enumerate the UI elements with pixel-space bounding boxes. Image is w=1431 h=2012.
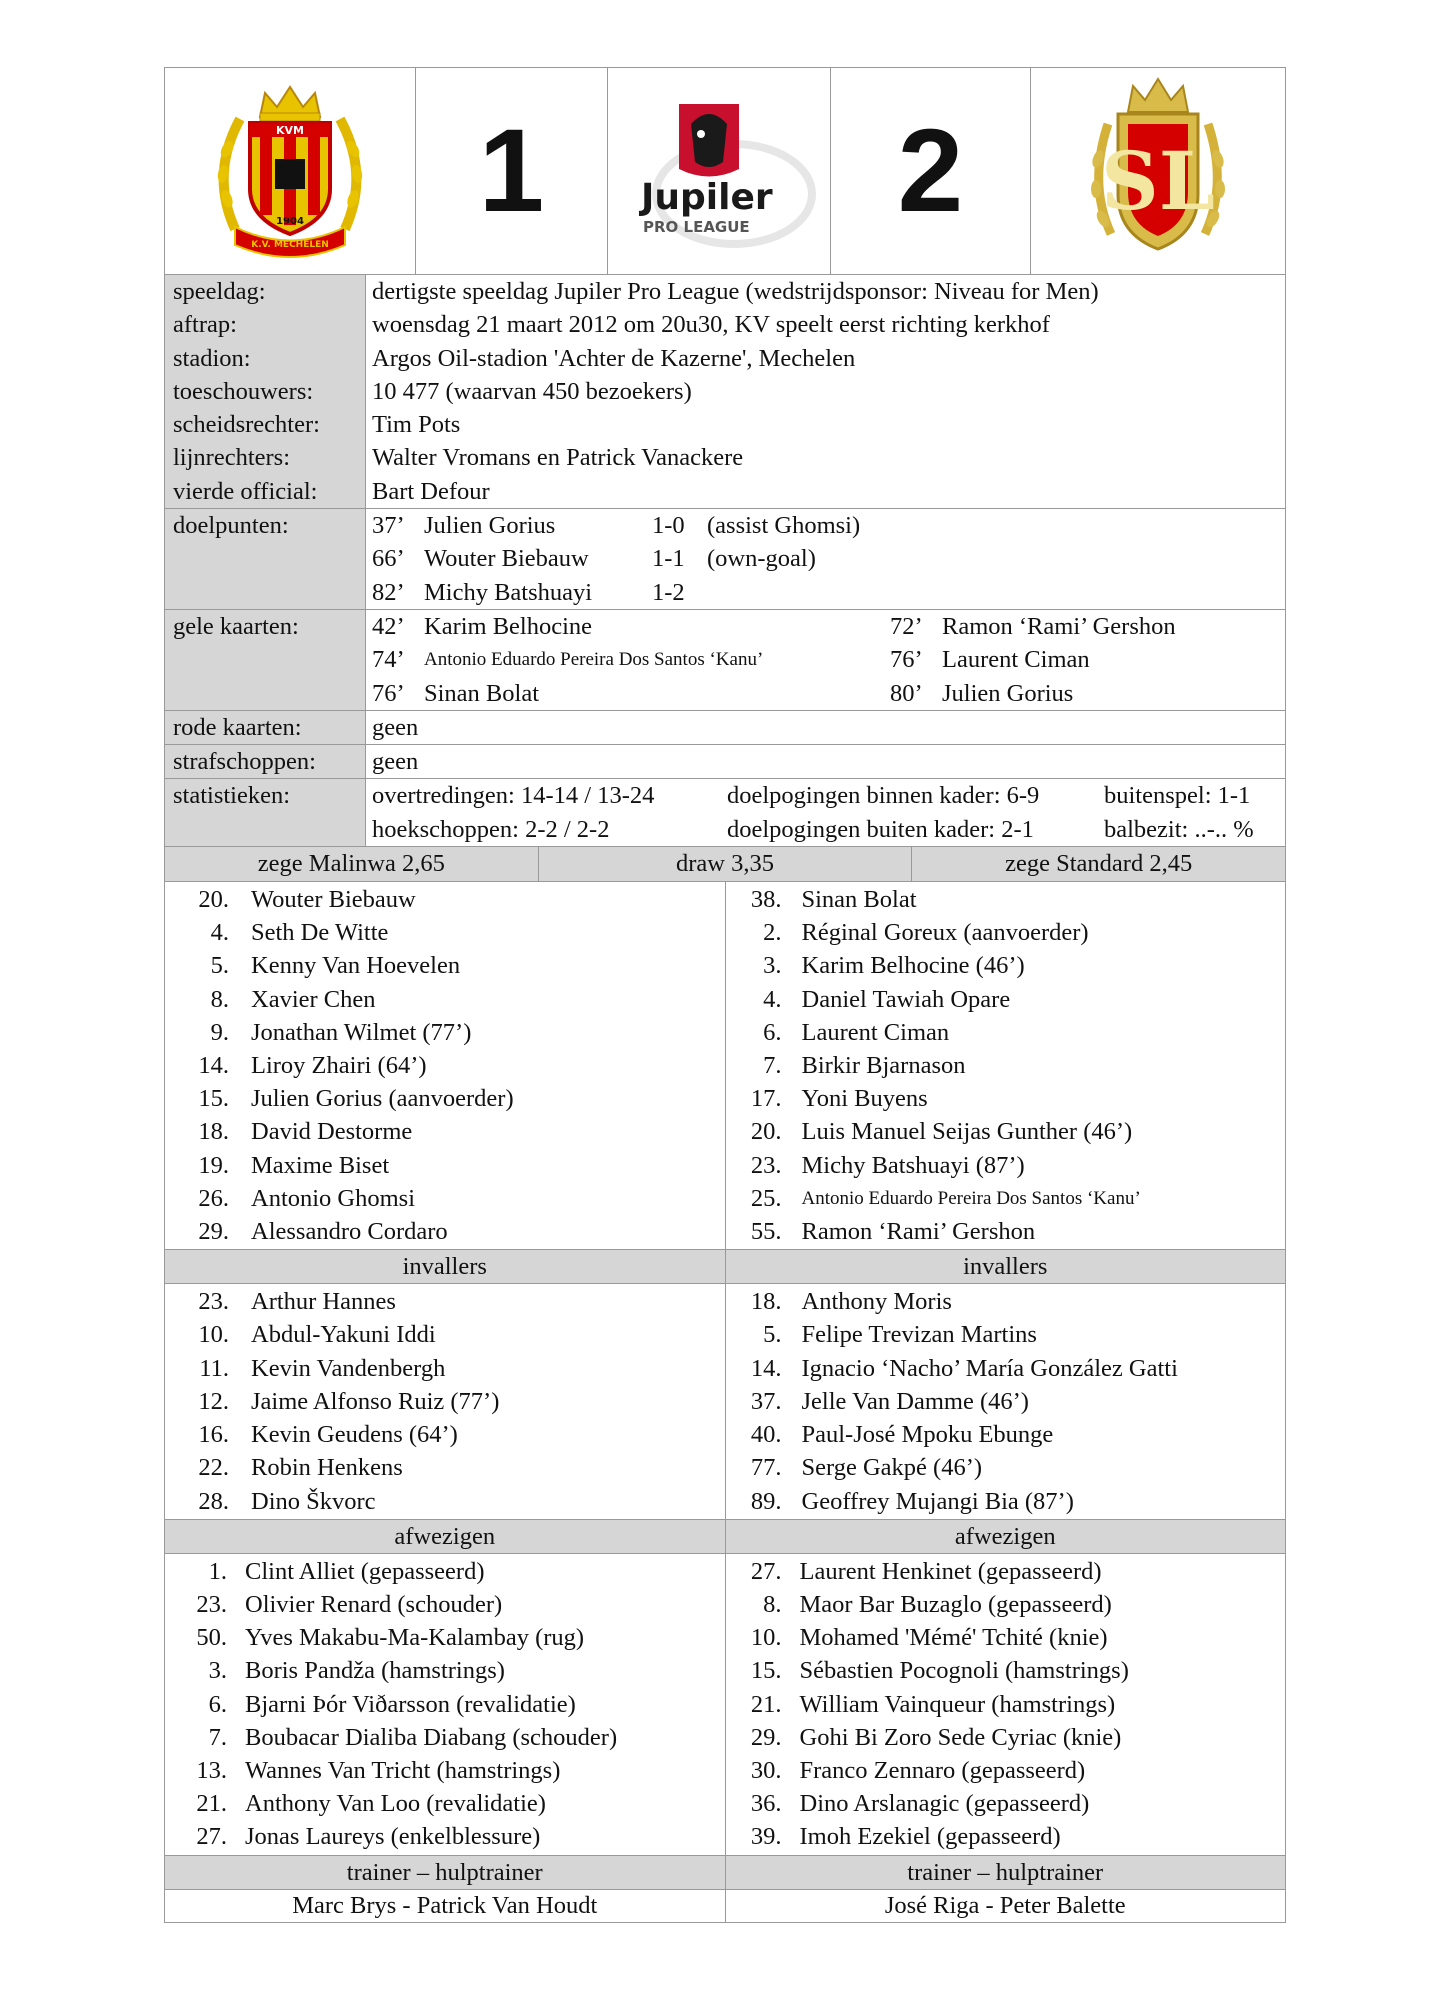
player-row <box>165 1318 725 1351</box>
card-minute: 76’ <box>372 679 405 707</box>
player-number: 14. <box>750 1354 782 1382</box>
player-row <box>726 1385 1286 1418</box>
player-number: 10. <box>198 1321 229 1349</box>
stadion-value: Argos Oil-stadion 'Achter de Kazerne', Mechelen <box>372 344 856 372</box>
score-header <box>164 67 1286 275</box>
player-number: 4. <box>210 919 229 947</box>
player-name: Franco Zennaro (gepasseerd) <box>799 1756 1086 1784</box>
player-name: Dino Arslanagic (gepasseerd) <box>799 1790 1090 1818</box>
stat-binnen-kader: doelpogingen binnen kader: 6-9 <box>727 782 1040 810</box>
home-starting-list <box>165 882 725 1249</box>
card-minute: 42’ <box>372 612 405 640</box>
info-labels <box>165 275 366 509</box>
player-name: Luis Manuel Seijas Gunther (46’) <box>801 1118 1133 1146</box>
match-sheet <box>164 67 1286 1923</box>
player-row <box>726 1588 1286 1621</box>
player-number: 6. <box>763 1018 782 1046</box>
player-row <box>726 1352 1286 1385</box>
player-number: 18. <box>198 1118 229 1146</box>
rode-kaarten-label: rode kaarten: <box>165 710 366 744</box>
standard-liege-crest-icon <box>1083 74 1233 264</box>
player-name: Olivier Renard (schouder) <box>245 1590 503 1618</box>
player-number: 19. <box>198 1151 229 1179</box>
player-number: 21. <box>196 1790 227 1818</box>
player-number: 77. <box>750 1454 782 1482</box>
player-name: Wouter Biebauw <box>251 886 416 914</box>
yellow-card-row <box>890 677 1176 710</box>
player-number: 28. <box>198 1487 229 1515</box>
player-row <box>726 983 1286 1016</box>
player-number: 5. <box>210 952 229 980</box>
player-number: 27. <box>196 1823 227 1851</box>
home-score: 1 <box>416 68 608 275</box>
scheidsrechter-value: Tim Pots <box>372 411 461 439</box>
player-row <box>165 1115 725 1148</box>
player-number: 7. <box>763 1052 782 1080</box>
player-row <box>726 1451 1286 1484</box>
player-row <box>165 1149 725 1182</box>
player-row <box>165 1654 725 1687</box>
player-row <box>726 1049 1286 1082</box>
player-number: 29. <box>750 1723 782 1751</box>
player-name: Wannes Van Tricht (hamstrings) <box>245 1756 561 1784</box>
player-number: 89. <box>750 1487 782 1515</box>
player-name: Laurent Ciman <box>801 1018 950 1046</box>
player-name: Maxime Biset <box>251 1151 390 1179</box>
yellow-card-row <box>372 643 890 676</box>
player-number: 38. <box>750 886 782 914</box>
player-name: Boubacar Dialiba Diabang (schouder) <box>245 1723 618 1751</box>
player-name: Bjarni Þór Viðarsson (revalidatie) <box>245 1690 576 1718</box>
vierde-official-label: vierde official: <box>173 477 318 505</box>
player-number: 6. <box>208 1690 227 1718</box>
player-number: 8. <box>210 985 229 1013</box>
player-name: Seth De Witte <box>251 919 389 947</box>
away-coach-header: trainer – hulptrainer <box>726 1855 1286 1890</box>
svg-text:K.V. MECHELEN: K.V. MECHELEN <box>251 239 329 250</box>
match-info <box>164 275 1286 846</box>
goal-row <box>372 509 1285 542</box>
svg-text:PRO LEAGUE: PRO LEAGUE <box>643 217 750 236</box>
player-name: Dino Škvorc <box>251 1487 376 1515</box>
player-row <box>726 1318 1286 1351</box>
player-row <box>726 1016 1286 1049</box>
player-number: 5. <box>763 1321 782 1349</box>
yellow-card-row <box>890 610 1176 643</box>
player-row <box>165 1049 725 1082</box>
player-row <box>165 1588 725 1621</box>
away-club-logo <box>1031 68 1286 275</box>
home-absent-list <box>165 1554 725 1855</box>
player-row <box>726 1115 1286 1148</box>
player-name: Boris Pandža (hamstrings) <box>245 1657 505 1685</box>
player-number: 23. <box>198 1288 229 1316</box>
player-name: Kevin Geudens (64’) <box>251 1421 458 1449</box>
player-row <box>165 1285 725 1318</box>
player-name: Felipe Trevizan Martins <box>801 1321 1037 1349</box>
player-name: Ignacio ‘Nacho’ María González Gatti <box>801 1354 1178 1382</box>
goal-score: 1-0 <box>652 512 685 540</box>
stat-overtredingen: overtredingen: 14-14 / 13-24 <box>372 782 655 810</box>
goal-scorer: Michy Batshuayi <box>424 578 593 606</box>
player-name: Antonio Eduardo Pereira Dos Santos ‘Kanu’ <box>801 1187 1141 1209</box>
player-name: Julien Gorius (aanvoerder) <box>251 1085 514 1113</box>
player-row <box>726 916 1286 949</box>
vierde-official-value: Bart Defour <box>372 477 490 505</box>
goal-row <box>372 576 1285 609</box>
player-name: Yoni Buyens <box>801 1085 928 1113</box>
player-number: 20. <box>750 1118 782 1146</box>
player-name: Ramon ‘Rami’ Gershon <box>801 1218 1036 1246</box>
goal-minute: 82’ <box>372 578 405 606</box>
player-number: 23. <box>750 1151 782 1179</box>
player-number: 9. <box>210 1018 229 1046</box>
player-name: Geoffrey Mujangi Bia (87’) <box>801 1487 1074 1515</box>
player-name: Réginal Goreux (aanvoerder) <box>801 919 1089 947</box>
player-row <box>165 1418 725 1451</box>
scheidsrechter-label: scheidsrechter: <box>173 411 320 439</box>
strafschoppen-label: strafschoppen: <box>165 745 366 779</box>
speeldag-label: speeldag: <box>173 278 266 305</box>
player-row <box>726 1754 1286 1787</box>
away-subs-header: invallers <box>726 1249 1286 1284</box>
player-row <box>165 1182 725 1215</box>
player-number: 27. <box>750 1557 782 1585</box>
home-club-logo <box>165 68 416 275</box>
player-number: 16. <box>198 1421 229 1449</box>
card-player: Julien Gorius <box>942 679 1074 707</box>
odds-bar <box>164 846 1286 882</box>
player-number: 13. <box>196 1756 227 1784</box>
player-number: 3. <box>208 1657 227 1685</box>
player-number: 7. <box>208 1723 227 1751</box>
svg-text:Jupiler: Jupiler <box>641 176 773 218</box>
player-row <box>726 1654 1286 1687</box>
card-minute: 72’ <box>890 612 923 640</box>
player-row <box>165 1451 725 1484</box>
away-team-column <box>725 882 1286 1922</box>
goals-list <box>366 509 1286 610</box>
player-number: 29. <box>198 1218 229 1246</box>
player-name: Paul-José Mpoku Ebunge <box>801 1421 1054 1449</box>
yellow-card-row <box>890 643 1176 676</box>
player-row <box>165 1721 725 1754</box>
goal-note: (own-goal) <box>707 545 816 573</box>
player-number: 14. <box>198 1052 229 1080</box>
player-name: Xavier Chen <box>251 985 376 1013</box>
player-number: 20. <box>198 886 229 914</box>
player-name: Laurent Henkinet (gepasseerd) <box>799 1557 1102 1585</box>
jupiler-pro-league-icon <box>619 84 819 254</box>
player-name: Michy Batshuayi (87’) <box>801 1151 1025 1179</box>
player-number: 22. <box>198 1454 229 1482</box>
player-number: 10. <box>750 1624 782 1652</box>
toeschouwers-value: 10 477 (waarvan 450 bezoekers) <box>372 377 692 405</box>
player-name: Kenny Van Hoevelen <box>251 952 461 980</box>
player-name: Yves Makabu-Ma-Kalambay (rug) <box>245 1624 585 1652</box>
yellow-card-row <box>372 610 890 643</box>
player-name: Maor Bar Buzaglo (gepasseerd) <box>799 1590 1112 1618</box>
speeldag-value: dertigste speeldag Jupiler Pro League (wedstrijdsponsor: Niveau for Men) <box>372 278 1099 305</box>
away-starting-list <box>726 882 1286 1249</box>
player-number: 11. <box>199 1354 229 1382</box>
card-player: Karim Belhocine <box>424 612 593 640</box>
player-number: 23. <box>196 1590 227 1618</box>
player-number: 17. <box>750 1085 782 1113</box>
svg-text:KVM: KVM <box>276 123 304 137</box>
player-row <box>726 1149 1286 1182</box>
player-row <box>726 1820 1286 1853</box>
player-number: 3. <box>763 952 782 980</box>
player-name: Arthur Hannes <box>251 1288 396 1316</box>
toeschouwers-label: toeschouwers: <box>173 377 314 405</box>
player-number: 21. <box>750 1690 782 1718</box>
player-name: Abdul-Yakuni Iddi <box>251 1321 436 1349</box>
player-row <box>726 949 1286 982</box>
home-team-column <box>165 882 725 1922</box>
player-number: 8. <box>763 1590 782 1618</box>
player-row <box>726 1285 1286 1318</box>
goal-scorer: Julien Gorius <box>424 512 556 540</box>
away-absent-header: afwezigen <box>726 1519 1286 1554</box>
stat-balbezit: balbezit: ..-.. % <box>1104 815 1254 843</box>
player-name: Jaime Alfonso Ruiz (77’) <box>251 1387 500 1415</box>
away-subs-list <box>726 1284 1286 1518</box>
player-name: David Destorme <box>251 1118 413 1146</box>
player-name: Alessandro Cordaro <box>251 1218 448 1246</box>
player-row <box>165 1352 725 1385</box>
player-row <box>726 1621 1286 1654</box>
away-score: 2 <box>831 68 1031 275</box>
player-row <box>165 1485 725 1518</box>
lijnrechters-label: lijnrechters: <box>173 444 291 472</box>
kv-mechelen-crest-icon <box>205 79 375 259</box>
home-subs-list <box>165 1284 725 1518</box>
team-lineups <box>164 882 1286 1922</box>
player-row <box>726 1721 1286 1754</box>
player-number: 37. <box>750 1387 782 1415</box>
away-absent-list <box>726 1554 1286 1855</box>
player-row <box>165 1787 725 1820</box>
player-name: Imoh Ezekiel (gepasseerd) <box>799 1823 1061 1851</box>
player-row <box>165 883 725 916</box>
home-absent-header: afwezigen <box>165 1519 725 1554</box>
player-number: 12. <box>198 1387 229 1415</box>
player-name: Clint Alliet (gepasseerd) <box>245 1557 485 1585</box>
player-row <box>165 916 725 949</box>
player-row <box>726 1485 1286 1518</box>
player-name: Sébastien Pocognoli (hamstrings) <box>799 1657 1129 1685</box>
card-minute: 74’ <box>372 646 405 674</box>
away-coach: José Riga - Peter Balette <box>726 1890 1286 1923</box>
player-number: 36. <box>750 1790 782 1818</box>
rode-kaarten-value: geen <box>366 710 1286 744</box>
player-row <box>165 1385 725 1418</box>
card-player: Ramon ‘Rami’ Gershon <box>942 612 1176 640</box>
goal-row <box>372 542 1285 575</box>
player-number: 25. <box>750 1184 782 1212</box>
player-number: 55. <box>750 1218 782 1246</box>
goal-score: 1-1 <box>652 545 685 573</box>
league-logo <box>608 68 831 275</box>
player-name: Sinan Bolat <box>801 886 917 914</box>
card-player: Laurent Ciman <box>942 646 1090 674</box>
yellow-card-row <box>372 677 890 710</box>
strafschoppen-value: geen <box>366 745 1286 779</box>
home-coach-header: trainer – hulptrainer <box>165 1855 725 1890</box>
player-name: Jelle Van Damme (46’) <box>801 1387 1029 1415</box>
doelpunten-label: doelpunten: <box>165 509 366 610</box>
player-number: 15. <box>750 1657 782 1685</box>
gele-kaarten-label: gele kaarten: <box>165 609 366 710</box>
player-name: Daniel Tawiah Opare <box>801 985 1011 1013</box>
goal-note: (assist Ghomsi) <box>707 512 861 540</box>
player-row <box>726 1215 1286 1248</box>
goal-minute: 37’ <box>372 512 405 540</box>
player-row <box>726 1688 1286 1721</box>
stat-hoekschoppen: hoekschoppen: 2-2 / 2-2 <box>372 815 610 843</box>
player-row <box>165 1754 725 1787</box>
stat-buitenspel: buitenspel: 1-1 <box>1104 782 1251 810</box>
goal-minute: 66’ <box>372 545 405 573</box>
player-number: 50. <box>196 1624 227 1652</box>
player-row <box>726 1182 1286 1215</box>
player-row <box>726 1555 1286 1588</box>
player-number: 30. <box>750 1756 782 1784</box>
player-row <box>165 1820 725 1853</box>
goal-score: 1-2 <box>652 578 685 606</box>
player-name: Kevin Vandenbergh <box>251 1354 446 1382</box>
lijnrechters-value: Walter Vromans en Patrick Vanackere <box>372 444 744 472</box>
player-name: Karim Belhocine (46’) <box>801 952 1025 980</box>
card-player: Antonio Eduardo Pereira Dos Santos ‘Kanu’ <box>424 649 764 671</box>
player-row <box>726 883 1286 916</box>
player-name: Liroy Zhairi (64’) <box>251 1052 427 1080</box>
card-player: Sinan Bolat <box>424 679 540 707</box>
statistics <box>366 779 1286 846</box>
player-number: 26. <box>198 1184 229 1212</box>
info-values <box>366 275 1286 509</box>
player-row <box>165 1555 725 1588</box>
player-number: 40. <box>750 1421 782 1449</box>
svg-text:SL: SL <box>1100 133 1216 228</box>
player-number: 2. <box>763 919 782 947</box>
svg-text:1904: 1904 <box>276 215 304 227</box>
player-number: 1. <box>208 1557 227 1585</box>
odds-home: zege Malinwa 2,65 <box>257 850 445 878</box>
player-row <box>165 1688 725 1721</box>
home-coach: Marc Brys - Patrick Van Houdt <box>165 1890 725 1923</box>
odds-away: zege Standard 2,45 <box>911 847 1285 881</box>
aftrap-value: woensdag 21 maart 2012 om 20u30, KV speelt eerst richting kerkhof <box>372 311 1050 339</box>
player-number: 15. <box>198 1085 229 1113</box>
player-row <box>726 1787 1286 1820</box>
goal-scorer: Wouter Biebauw <box>424 545 589 573</box>
player-name: Birkir Bjarnason <box>801 1052 966 1080</box>
player-row <box>165 1082 725 1115</box>
stadion-label: stadion: <box>173 344 251 372</box>
player-row <box>165 1215 725 1248</box>
player-name: Anthony Van Loo (revalidatie) <box>245 1790 546 1818</box>
player-row <box>726 1082 1286 1115</box>
player-row <box>165 983 725 1016</box>
player-name: Jonas Laureys (enkelblessure) <box>245 1823 541 1851</box>
odds-draw: draw 3,35 <box>538 847 912 881</box>
player-row <box>165 949 725 982</box>
player-name: Jonathan Wilmet (77’) <box>251 1018 472 1046</box>
player-name: Gohi Bi Zoro Sede Cyriac (knie) <box>799 1723 1122 1751</box>
yellow-cards <box>366 609 1286 710</box>
player-row <box>165 1016 725 1049</box>
player-row <box>165 1621 725 1654</box>
player-name: William Vainqueur (hamstrings) <box>799 1690 1116 1718</box>
player-name: Mohamed 'Mémé' Tchité (knie) <box>799 1624 1108 1652</box>
player-number: 18. <box>750 1288 782 1316</box>
stat-buiten-kader: doelpogingen buiten kader: 2-1 <box>727 815 1034 843</box>
card-minute: 80’ <box>890 679 923 707</box>
player-number: 4. <box>763 985 782 1013</box>
statistieken-label: statistieken: <box>165 779 366 846</box>
player-name: Robin Henkens <box>251 1454 403 1482</box>
home-subs-header: invallers <box>165 1249 725 1284</box>
player-name: Serge Gakpé (46’) <box>801 1454 983 1482</box>
player-number: 39. <box>750 1823 782 1851</box>
player-name: Antonio Ghomsi <box>251 1184 416 1212</box>
aftrap-label: aftrap: <box>173 311 237 339</box>
player-row <box>726 1418 1286 1451</box>
card-minute: 76’ <box>890 646 923 674</box>
player-name: Anthony Moris <box>801 1288 952 1316</box>
